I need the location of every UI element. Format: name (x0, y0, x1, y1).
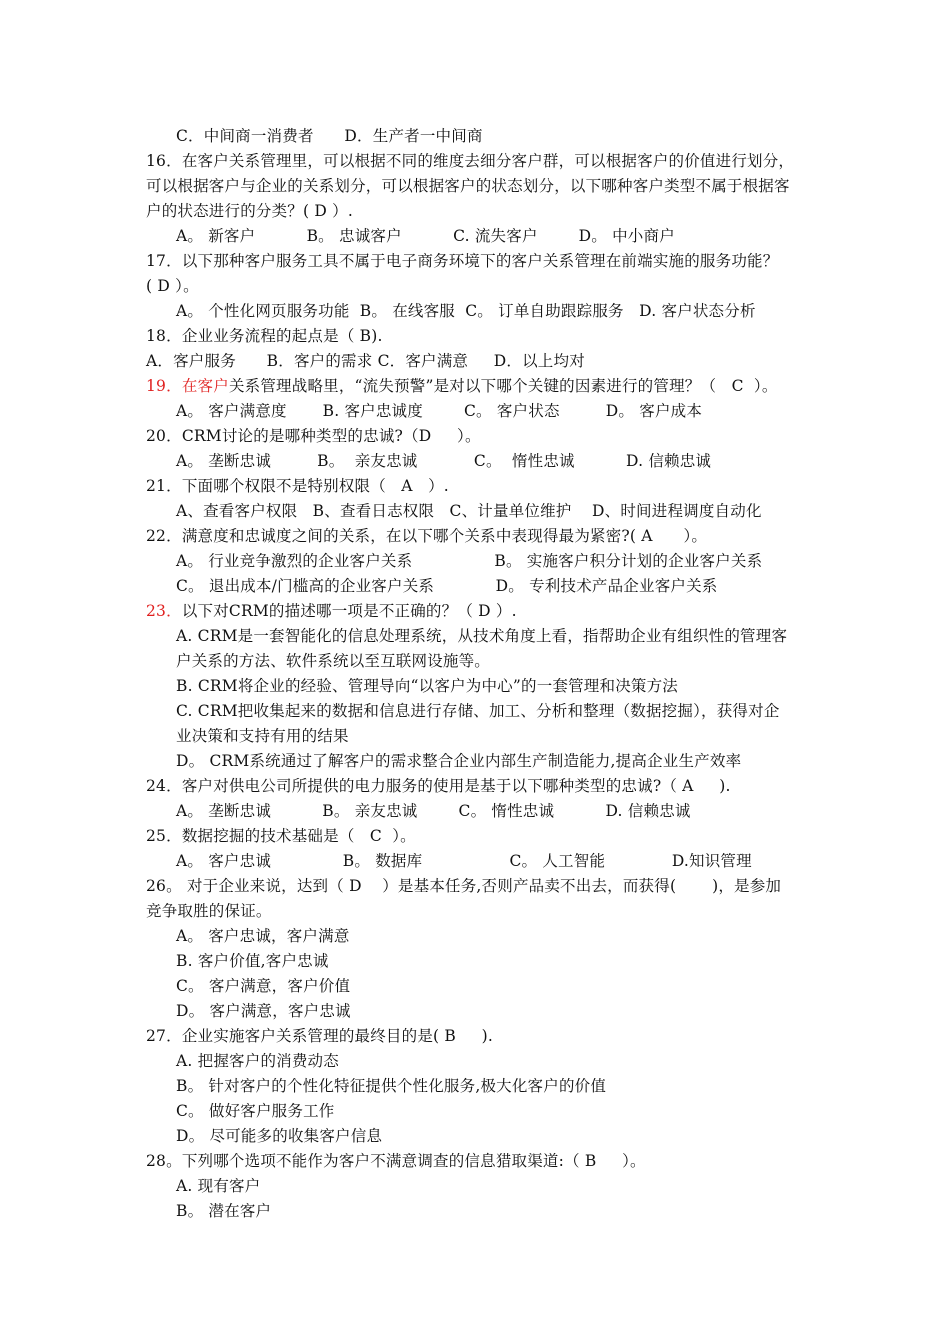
question-23: 23．以下对CRM的描述哪一项是不正确的？（ D ）. (146, 602, 517, 620)
question-19: 19．在客户关系管理战略里，“流失预警”是对以下哪个关键的因素进行的管理？（ C ）。 (146, 377, 778, 395)
options-line: A。 垄断忠诚 B。 亲友忠诚 C。 惰性忠诚 D. 信赖忠诚 (176, 452, 712, 470)
text-line: C．中间商一消费者 D．生产者一中间商 (176, 127, 483, 145)
options-line: A．客户服务 B．客户的需求 C．客户满意 D．以上均对 (146, 352, 585, 370)
question-24: 24．客户对供电公司所提供的电力服务的使用是基于以下哪种类型的忠诚?（ A ). (146, 777, 731, 795)
highlighted-text: 23． (146, 602, 182, 620)
question-28: 28。下列哪个选项不能作为客户不满意调查的信息猎取渠道:（ B ）。 (146, 1152, 646, 1170)
option-line: D。 尽可能多的收集客户信息 (176, 1127, 383, 1145)
text-line: C. CRM把收集起来的数据和信息进行存储、加工、分析和整理（数据挖掘），获得对企 (176, 702, 780, 720)
options-line: A。 客户满意度 B. 客户忠诚度 C。 客户状态 D。 客户成本 (176, 402, 703, 420)
option-line: A. 把握客户的消费动态 (176, 1052, 339, 1070)
text-line: 户关系的方法、软件系统以至互联网设施等。 (176, 652, 491, 670)
question-20: 20．CRM讨论的是哪种类型的忠诚?（D ）。 (146, 427, 481, 445)
options-line: A。 客户忠诚 B。 数据库 C。 人工智能 D.知识管理 (176, 852, 752, 870)
question-25: 25．数据挖掘的技术基础是（ C ）。 (146, 827, 416, 845)
text-line: B. CRM将企业的经验、管理导向“以客户为中心”的一套管理和决策方法 (176, 677, 678, 695)
options-line: A。 个性化网页服务功能 B。 在线客服 C。 订单自助跟踪服务 D. 客户状态分析 (176, 302, 756, 320)
question-26: 26。 对于企业来说，达到（ D ）是基本任务,否则产品卖不出去，而获得( )，是参加 (146, 877, 782, 895)
option-line: B. 客户价值,客户忠诚 (176, 952, 329, 970)
text-line: 业决策和支持有用的结果 (176, 727, 349, 745)
option-line: B。 潜在客户 (176, 1202, 272, 1220)
text-line: A. CRM是一套智能化的信息处理系统，从技术角度上看，指帮助企业有组织性的管理客 (176, 627, 788, 645)
options-line: C。 退出成本/门槛高的企业客户关系 D。 专利技术产品企业客户关系 (176, 577, 718, 595)
text-line: ( D ）。 (146, 277, 199, 295)
question-27: 27．企业实施客户关系管理的最终目的是( B ). (146, 1027, 493, 1045)
question-17: 17．以下那种客户服务工具不属于电子商务环境下的客户关系管理在前端实施的服务功能？ (146, 252, 779, 270)
option-line: B。 针对客户的个性化特征提供个性化服务,极大化客户的价值 (176, 1077, 607, 1095)
question-21: 21．下面哪个权限不是特别权限（ A ）. (146, 477, 449, 495)
option-line: C。 客户满意，客户价值 (176, 977, 351, 995)
option-line: A. 现有客户 (176, 1177, 261, 1195)
highlighted-text: 19．在客户 (146, 377, 229, 395)
question-22: 22．满意度和忠诚度之间的关系，在以下哪个关系中表现得最为紧密?( A ）。 (146, 527, 708, 545)
options-line: A。 新客户 B。 忠诚客户 C. 流失客户 D。 中小商户 (176, 227, 675, 245)
question-18: 18．企业业务流程的起点是（ B). (146, 327, 383, 345)
option-line: D。 客户满意，客户忠诚 (176, 1002, 351, 1020)
text-line: 户的状态进行的分类？( D ）. (146, 202, 353, 220)
options-line: A。 行业竞争激烈的企业客户关系 B。 实施客户积分计划的企业客户关系 (176, 552, 763, 570)
options-line: A。 垄断忠诚 B。 亲友忠诚 C。 惰性忠诚 D. 信赖忠诚 (176, 802, 691, 820)
text-line: 竞争取胜的保证。 (146, 902, 272, 920)
options-line: A、查看客户权限 B、查看日志权限 C、计量单位维护 D、时间进程调度自动化 (176, 502, 762, 520)
question-16: 16．在客户关系管理里，可以根据不同的维度去细分客户群，可以根据客户的价值进行划分， (146, 152, 795, 170)
text-line: 可以根据客户与企业的关系划分，可以根据客户的状态划分，以下哪种客户类型不属于根据客 (146, 177, 790, 195)
option-line: A。 客户忠诚，客户满意 (176, 927, 350, 945)
option-line: C。 做好客户服务工作 (176, 1102, 335, 1120)
text-line: D。 CRM系统通过了解客户的需求整合企业内部生产制造能力,提高企业生产效率 (176, 752, 742, 770)
